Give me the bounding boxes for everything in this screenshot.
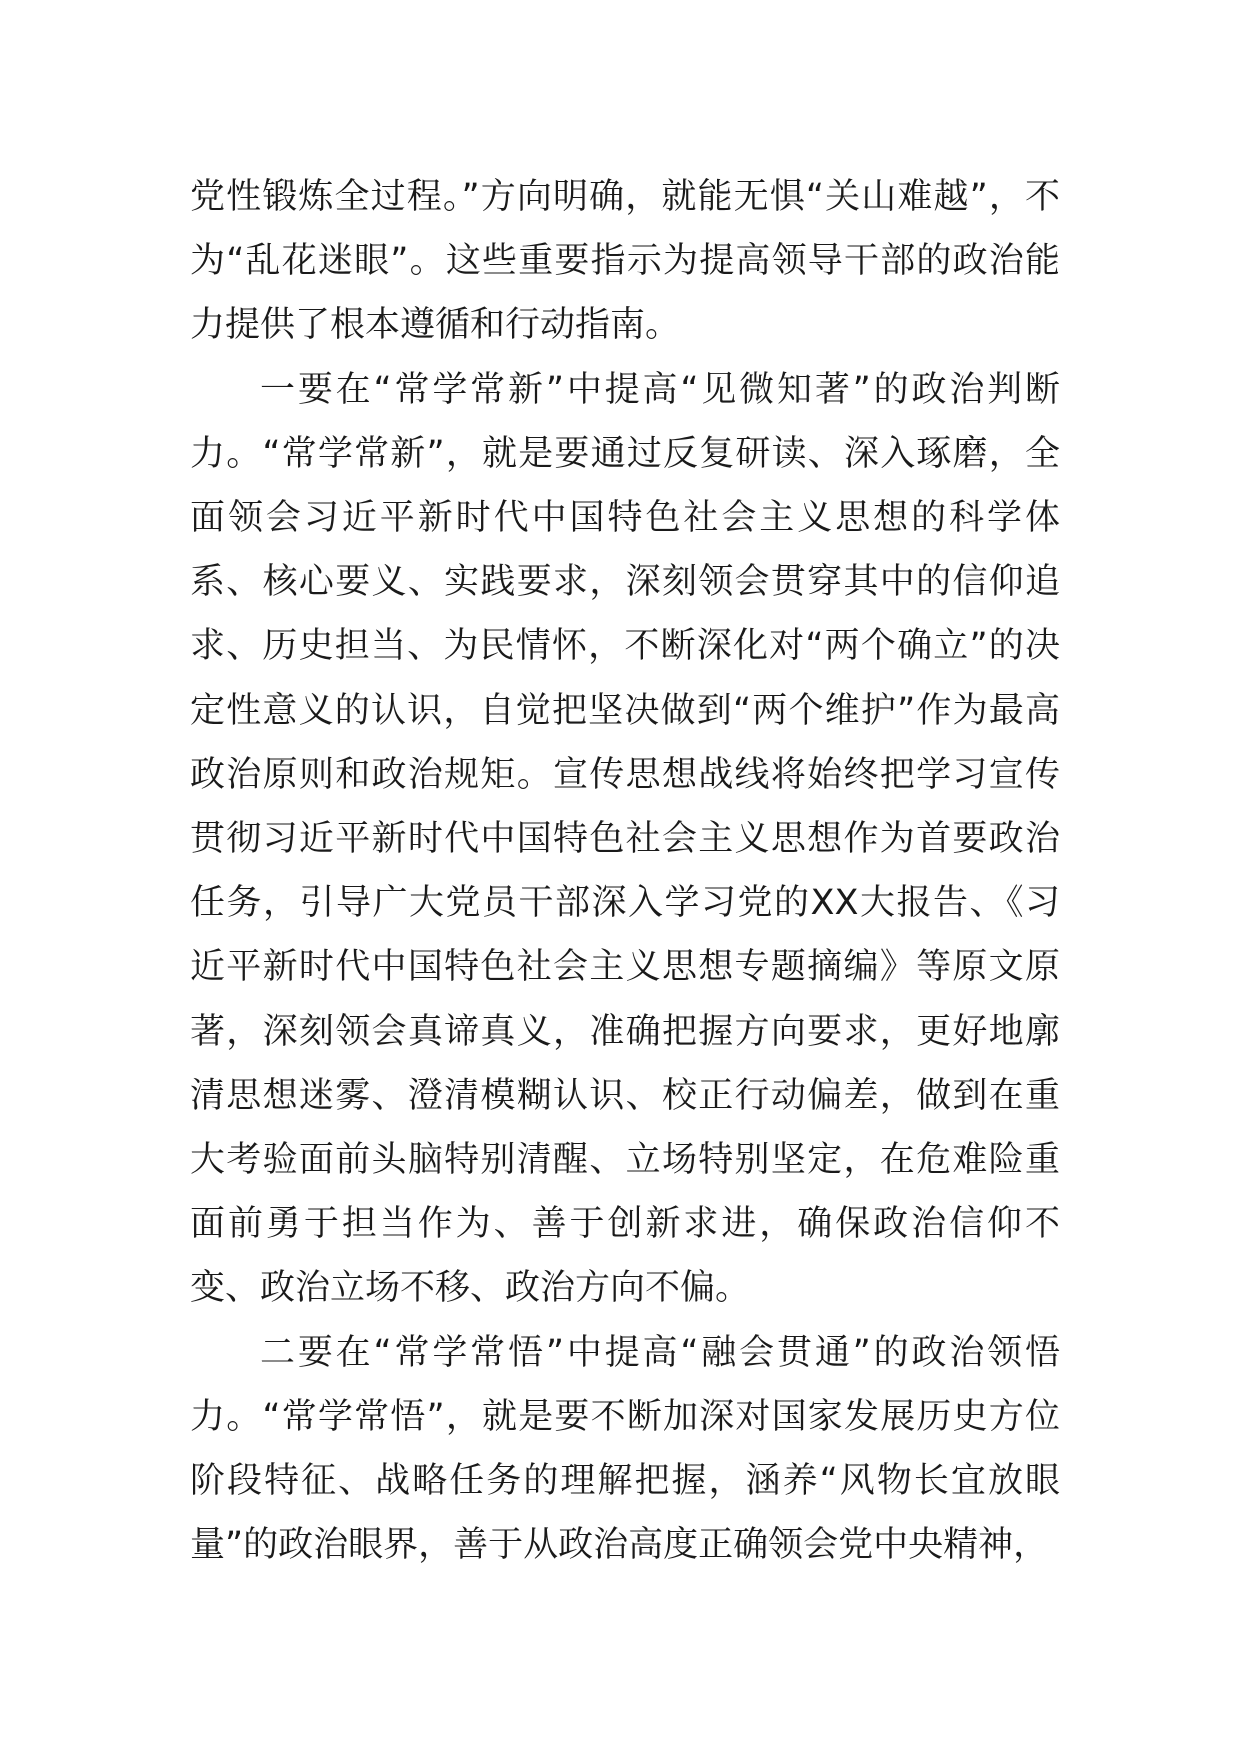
paragraph-political-judgment: 一要在“常学常新”中提高“见微知著”的政治判断力。“常学常新”，就是要通过反复研读、深入琢磨，全面领会习近平新时代中国特色社会主义思想的科学体系、核心要义、实践要求，深刻领会贯穿其中的信仰追求、历史担当、为民情怀，不断深化对“两个确立”的决定性意义的认识，自觉把坚决做到“两个维护”作为最高政治原则和政治规矩。宣传思想战线将始终把学习宣传贯彻习近平新时代中国特色社会主义思想作为首要政治任务，引导广大党员干部深入学习党的XX大报告、《习近平新时代中国特色社会主义思想专题摘编》等原文原著，深刻领会真谛真义，准确把握方向要求，更好地廓清思想迷雾、澄清模糊认识、校正行动偏差，做到在重大考验面前头脑特别清醒、立场特别坚定，在危难险重面前勇于担当作为、善于创新求进，确保政治信仰不变、政治立场不移、政治方向不偏。 bbox=[190, 369, 1060, 1309]
paragraph-political-understanding: 二要在“常学常悟”中提高“融会贯通”的政治领悟力。“常学常悟”，就是要不断加深对国家发展历史方位阶段特征、战略任务的理解把握，涵养“风物长宜放眼量”的政治眼界，善于从政治高度正确领会党中央精神， bbox=[190, 1332, 1060, 1566]
body-text bbox=[190, 165, 1060, 1577]
paragraph-continuation: 党性锻炼全过程。”方向明确，就能无惧“关山难越”，不为“乱花迷眼”。这些重要指示为提高领导干部的政治能力提供了根本遵循和行动指南。 bbox=[190, 177, 1060, 346]
